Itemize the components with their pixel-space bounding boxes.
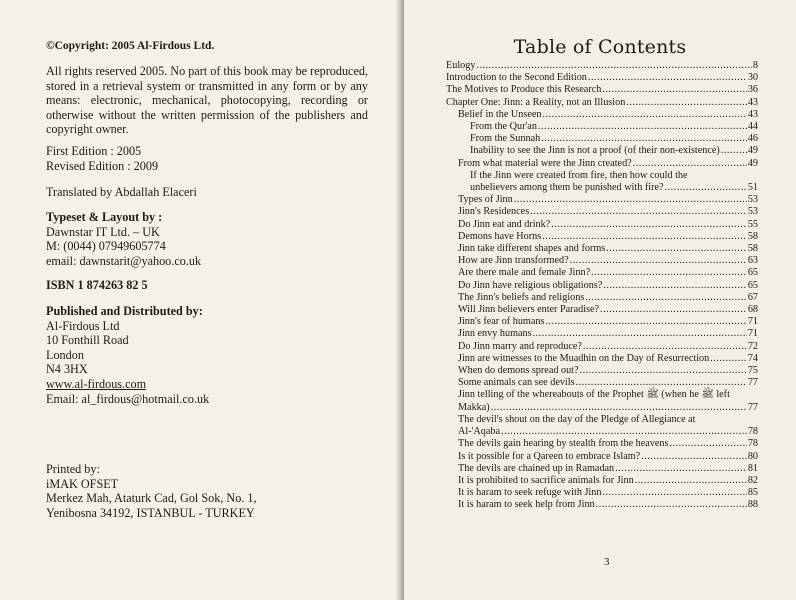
toc-entry-page: 51 [747, 182, 758, 194]
toc-entry-page: 46 [747, 133, 758, 145]
toc-entry-title: Jinn are witnesses to the Muadhin on the Day of Resurrection [458, 352, 710, 364]
toc-entry[interactable] [446, 487, 758, 499]
toc-entry-page: 82 [747, 474, 758, 486]
toc-entry-title: Belief in the Unseen [458, 108, 542, 120]
toc-entry-page: 58 [747, 243, 758, 255]
toc-entry-page: 65 [747, 267, 758, 279]
toc-entry-page: 74 [747, 352, 758, 364]
toc-entry-page: 63 [747, 255, 758, 267]
typeset-mobile: M: (0044) 07949605774 [46, 239, 166, 254]
toc-entry-page: 58 [747, 230, 758, 242]
toc-title: Table of Contents [513, 36, 687, 58]
toc-leader-dots [633, 158, 747, 170]
contents-page [404, 0, 796, 600]
toc-entry-title: Types of Jinn [458, 194, 513, 206]
printer-block [46, 462, 257, 520]
toc-entry-title: Are there male and female Jinn? [458, 267, 591, 279]
toc-entry-title: Do Jinn marry and reproduce? [458, 340, 582, 352]
toc-entry-page: 85 [747, 487, 758, 499]
toc-entry[interactable] [446, 219, 758, 231]
publisher-postcode: N4 3HX [46, 362, 88, 377]
toc-entry-title: Jinn's fear of humans [458, 316, 545, 328]
printer-address-line2: Yenibosna 34192, ISTANBUL - TURKEY [46, 505, 255, 520]
publisher-email: Email: al_firdous@hotmail.co.uk [46, 391, 210, 406]
toc-entry-page: 77 [747, 401, 758, 413]
typeset-block [46, 210, 201, 268]
toc-leader-dots [596, 499, 747, 511]
toc-entry-title: When do demons spread out? [458, 365, 579, 377]
toc-entry[interactable] [446, 341, 758, 353]
toc-entry[interactable] [446, 121, 758, 133]
toc-entry-page: 8 [752, 60, 758, 71]
toc-entry-title: Introduction to the Second Edition [446, 72, 587, 84]
toc-entry[interactable] [446, 109, 758, 121]
toc-entry-title: The devils are chained up in Ramadan [458, 462, 615, 474]
toc-entry[interactable] [446, 97, 758, 109]
toc-entry[interactable] [446, 84, 758, 96]
toc-entry-page: 43 [747, 108, 758, 120]
toc-entry-title: Jinn's Residences [458, 206, 530, 218]
toc-entry[interactable] [446, 292, 758, 304]
toc-entry-page: 78 [747, 438, 758, 450]
toc-leader-dots [541, 133, 747, 145]
toc-entry-title: How are Jinn transformed? [458, 255, 569, 267]
toc-entry-page: 71 [747, 316, 758, 328]
publisher-heading: Published and Distributed by: [46, 304, 203, 318]
toc-entry[interactable] [446, 231, 758, 243]
toc-entry-title: Do Jinn eat and drink? [458, 218, 551, 230]
toc-entry[interactable] [446, 206, 758, 218]
toc-leader-dots [588, 72, 747, 84]
toc-entry[interactable] [446, 426, 758, 438]
toc-entry-title: Al-'Aqaba [458, 426, 501, 438]
toc-entry-title: Jinn envy humans [458, 328, 532, 340]
toc-leader-dots [542, 109, 746, 121]
toc-entry[interactable] [446, 304, 758, 316]
toc-entry[interactable] [446, 194, 758, 206]
toc-entry[interactable] [446, 158, 758, 170]
toc-entry-page: 72 [747, 340, 758, 352]
publisher-website-link[interactable]: www.al-firdous.com [46, 376, 147, 391]
toc-list [446, 60, 758, 512]
translator-credit: Translated by Abdallah Elaceri [46, 185, 197, 199]
toc-leader-dots [669, 438, 746, 450]
toc-entry-title: Is it possible for a Qareen to embrace Islam? [458, 450, 641, 462]
toc-entry[interactable] [446, 243, 758, 255]
toc-entry-page: 77 [747, 377, 758, 389]
toc-entry-title: unbelievers among them be punished with fire? [470, 182, 664, 194]
toc-entry[interactable] [446, 499, 758, 511]
toc-entry-title: From what material were the Jinn created? [458, 157, 632, 169]
typeset-company: Dawnstar IT Ltd. – UK [46, 224, 160, 239]
toc-entry-title: Do Jinn have religious obligations? [458, 279, 603, 291]
toc-leader-dots [551, 219, 747, 231]
toc-entry[interactable] [446, 451, 758, 463]
toc-leader-dots [542, 231, 747, 243]
toc-entry-page: 49 [747, 145, 758, 157]
toc-entry-title: From the Qur'an [470, 121, 537, 133]
toc-entry[interactable] [446, 377, 758, 389]
toc-entry-title: The devils gain hearing by stealth from the heavens [458, 438, 669, 450]
toc-entry-page: 80 [747, 450, 758, 462]
toc-leader-dots [710, 353, 747, 365]
toc-entry-title: Makka) [458, 401, 490, 413]
toc-entry[interactable] [446, 328, 758, 340]
toc-entry[interactable] [446, 353, 758, 365]
toc-entry-page: 88 [747, 499, 758, 511]
toc-entry[interactable] [446, 365, 758, 377]
toc-leader-dots [591, 267, 747, 279]
toc-leader-dots [514, 194, 747, 206]
toc-leader-dots [606, 243, 747, 255]
toc-entry-title: The Jinn's beliefs and religions [458, 291, 585, 303]
toc-leader-dots [576, 377, 747, 389]
toc-entry-title: Some animals can see devils [458, 377, 575, 389]
toc-leader-dots [476, 60, 751, 72]
page-number: 3 [604, 556, 610, 568]
toc-entry-title: It is prohibited to sacrifice animals for Jinn [458, 474, 634, 486]
publisher-city: London [46, 347, 84, 362]
copyright-line: ©Copyright: 2005 Al-Firdous Ltd. [46, 40, 215, 52]
toc-leader-dots [602, 487, 746, 499]
toc-entry-page: 71 [747, 328, 758, 340]
toc-entry-page: 53 [747, 206, 758, 218]
printer-name: iMAK OFSET [46, 476, 119, 491]
toc-entry[interactable] [446, 316, 758, 328]
toc-entry-page: 78 [747, 426, 758, 438]
toc-entry-title: Inability to see the Jinn is not a proof (of their non-existence) [470, 145, 720, 157]
toc-entry-title: Chapter One: Jinn: a Reality, not an Illusion [446, 96, 626, 108]
toc-entry-page: 44 [747, 121, 758, 133]
toc-entry[interactable] [446, 475, 758, 487]
edition-info [46, 144, 158, 173]
toc-entry[interactable] [446, 60, 758, 72]
toc-entry-page: 81 [747, 462, 758, 474]
toc-entry[interactable] [446, 182, 758, 194]
toc-entry[interactable] [446, 145, 758, 157]
toc-entry-page: 67 [747, 291, 758, 303]
toc-leader-dots [635, 475, 747, 487]
first-edition: First Edition : 2005 [46, 144, 142, 158]
publisher-block [46, 304, 209, 406]
toc-leader-dots [585, 292, 746, 304]
toc-leader-dots [665, 182, 747, 194]
publisher-street: 10 Fonthill Road [46, 333, 129, 348]
printer-address-line1: Merkez Mah, Ataturk Cad, Gol Sok, No. 1, [46, 491, 257, 506]
toc-entry-title: The Motives to Produce this Research [446, 84, 602, 96]
toc-leader-dots [580, 365, 747, 377]
toc-entry-page: 43 [747, 96, 758, 108]
toc-leader-dots [602, 84, 746, 96]
toc-entry-title: From the Sunnah [470, 133, 541, 145]
toc-leader-dots [538, 121, 747, 133]
toc-entry[interactable] [446, 255, 758, 267]
toc-leader-dots [533, 328, 747, 340]
toc-leader-dots [570, 255, 747, 267]
toc-entry-first-line: If the Jinn were created from fire, then how could the [470, 169, 688, 181]
toc-entry[interactable] [446, 133, 758, 145]
typeset-email: email: dawnstarit@yahoo.co.uk [46, 253, 202, 268]
toc-leader-dots [530, 206, 747, 218]
toc-entry-page: 75 [747, 365, 758, 377]
toc-entry-title: Eulogy [446, 60, 476, 71]
toc-entry-first-line: Jinn telling of the whereabouts of the Prophet ﷺ (when he ﷺ left [458, 389, 730, 401]
toc-leader-dots [721, 145, 747, 157]
typeset-heading: Typeset & Layout by : [46, 210, 163, 224]
toc-entry-title: Jinn take different shapes and forms [458, 243, 606, 255]
toc-entry-first-line: The devil's shout on the day of the Pledge of Allegiance at [458, 413, 696, 425]
toc-entry-title: Will Jinn believers enter Paradise? [458, 304, 600, 316]
toc-leader-dots [501, 426, 747, 438]
toc-leader-dots [583, 341, 747, 353]
toc-entry-page: 49 [747, 157, 758, 169]
toc-leader-dots [600, 304, 747, 316]
toc-leader-dots [545, 316, 746, 328]
rights-paragraph: All rights reserved 2005. No part of this book may be reproduced, stored in a retrieval system or transmitted in any form or by any means: electronic, mechanical, photocopying, recording or otherwise without the written permission of the publishers and copyright owner. [46, 64, 368, 137]
isbn-line: ISBN 1 874263 82 5 [46, 278, 148, 292]
toc-entry[interactable] [446, 402, 758, 414]
printer-heading: Printed by: [46, 462, 100, 476]
toc-leader-dots [626, 97, 747, 109]
toc-entry-title: It is haram to seek help from Jinn [458, 499, 595, 511]
toc-entry[interactable] [446, 280, 758, 292]
toc-entry[interactable] [446, 438, 758, 450]
toc-leader-dots [641, 451, 747, 463]
revised-edition: Revised Edition : 2009 [46, 158, 159, 173]
toc-entry-title: It is haram to seek refuge with Jinn [458, 487, 602, 499]
publisher-name: Al-Firdous Ltd [46, 318, 120, 333]
toc-leader-dots [615, 463, 747, 475]
toc-entry-page: 30 [747, 72, 758, 84]
toc-entry-page: 53 [747, 194, 758, 206]
toc-leader-dots [491, 402, 747, 414]
toc-entry[interactable] [446, 72, 758, 84]
toc-entry-page: 55 [747, 218, 758, 230]
toc-entry-page: 36 [747, 84, 758, 96]
toc-entry-page: 68 [747, 304, 758, 316]
toc-entry[interactable] [446, 267, 758, 279]
toc-entry-page: 65 [747, 279, 758, 291]
toc-entry[interactable] [446, 463, 758, 475]
toc-leader-dots [603, 280, 747, 292]
toc-entry-title: Demons have Horns [458, 230, 542, 242]
